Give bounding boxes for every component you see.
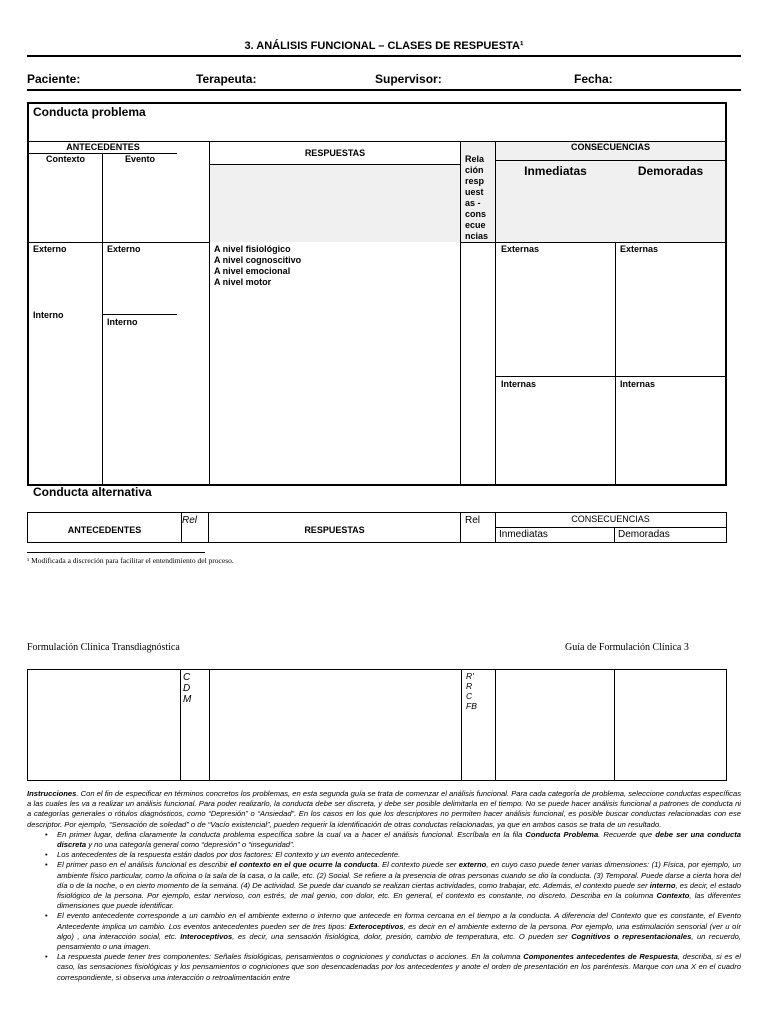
instruction-bullet-4: • El evento antecedente corresponde a un cambio en el ambiente externo o interno que antecede en forma cercana en el tiempo a la conducta. A diferencia del Contexto que es constante, el Evento Antecedente implica un cambio. Los eventos antecedentes pueden ser de tres tipos: Exteroceptivos, es decir en el ambiente externo de la persona. Por ejemplo, una estimulación sensorial (ver u oír algo) , una interacción social, etc. Interoceptivos, es decir, una sensación fisiológica, dolor, presión, cambio de temperatura, etc. O pueden ser Cognitivos o representacionales, un recuerdo, pensamiento o una imagen.	[57, 911, 741, 952]
t2-respuestas: RESPUESTAS	[304, 525, 365, 535]
t2-antecedentes: ANTECEDENTES	[67, 525, 142, 535]
footnote: ¹ Modificada a discreción para facilitar el entendimiento del proceso.	[27, 556, 234, 565]
t3-line-3	[461, 670, 462, 780]
evento-interno: Interno	[107, 317, 138, 327]
conducta-alternativa-label: Conducta alternativa	[33, 485, 152, 499]
instruction-bullet-3: • El primer paso en el análisis funcional es describir el contexto en el que ocurre la conducta. El contexto puede ser externo, en cuyo caso puede tener varias dimensiones: (1) Física, por ejemplo, un ambiente físico particular, como la oficina o la sala de la casa, o la calle, etc. (2) Social. Se refiere a la presencia de otras personas cuando se dio la conducta. (3) Temporal. Puede darse a cierta hora del día o de la noche, o en cierto momento de la semana. (4) De actividad. Se puede dar cuando se realizan ciertas actividades, como trabajar, etc. Además, el contexto puede ser interno, es decir, el estado fisiológico de la persona. Por ejemplo, estar nervioso, con estrés, de mal genio, con dolor, etc. En general, el contexto es constante, no discreto. Describa en la columna Contexto, las diferentes dimensiones que puede identificar.	[57, 860, 741, 911]
t2-rel-left: Rel	[182, 515, 198, 526]
t2-cons-divider	[495, 527, 726, 528]
t2-demoradas: Demoradas	[618, 529, 670, 540]
body-divider-right	[460, 242, 725, 243]
footnote-rule	[27, 552, 205, 553]
footer-right: Guía de Formulación Clínica 3	[565, 642, 689, 653]
contexto-externo: Externo	[33, 244, 67, 254]
header-rule	[27, 89, 741, 91]
page-title: 3. ANÁLISIS FUNCIONAL – CLASES DE RESPUESTA¹	[244, 40, 524, 52]
respuesta-niveles	[214, 244, 301, 288]
conducta-problema-table	[27, 102, 727, 486]
instruction-bullet-5: • La respuesta puede tener tres componentes: Señales fisiológicas, pensamientos o cogniciones y conductas o acciones. En la columna Componentes antecedentes de Respuesta, describa, si es el caso, las sensaciones fisiológicas y los pensamientos o cogniciones que son desencadenadas por los antecedentes y anote el orden de presentación en los paréntesis. Marque con una X en el cuadro correspondiente, si observa una interacción o retroalimentación entre	[57, 952, 741, 983]
internas-inmediatas: Internas	[501, 379, 537, 389]
externas-demoradas: Externas	[620, 244, 659, 254]
nivel-cognoscitivo: A nivel cognoscitivo	[214, 255, 302, 265]
instruction-bullet-1: • En primer lugar, defina claramente la conducta problema específica sobre la cual va a hacer el análisis funcional. Escríbala en la fila Conducta Problema. Recuerde que debe ser una conducta discreta y no una categoría general como “depresión” o “inseguridad”.	[57, 830, 741, 850]
conducta-alternativa-table	[27, 512, 727, 543]
fecha-label: Fecha:	[574, 72, 613, 86]
antecedentes-header: ANTECEDENTES	[66, 142, 140, 152]
cdm-labels: C D M	[183, 672, 192, 705]
terapeuta-label: Terapeuta:	[196, 72, 257, 86]
body-divider-left	[29, 242, 210, 243]
evento-externo: Externo	[107, 244, 141, 254]
instructions: Instrucciones. Con el fin de especificar en términos concretos los problemas, en esta segunda guía se trata de comenzar el análisis funcional. Para cada categoría de problema, seleccione conductas específicas a las cuales les va a realizar un análisis funcional. Para poder realizarlo, la conducta debe ser discreta, y debe ser posible delimitarla en el tiempo. No se puede hacer análisis funcional a patrones de conducta ni a categorías generales o rótulos diagnósticos, como “Depresión” o “Ansiedad”. En los casos en los que los descriptores no permiten hacer análisis funcional, es posible buscar conductas relacionadas con ese descriptor. Por ejemplo, “Sensación de soledad” o de “Vacío existencial”, pueden requerir la identificación de otras conductas relacionadas, ya que en ambos casos se trata de un resultado. • En primer lugar, defina claramente la conducta problema específica sobre la cual va a hacer el análisis funcional. Escríbala en la fila Conducta Problema. Recuerde que debe ser una conducta discreta y no una categoría general como “depresión” o “inseguridad”. • Los antecedentes de la respuesta están dados por dos factores: El contexto y un evento antecedente. • El primer paso en el análisis funcional es describir el contexto en el que ocurre la conducta. El contexto puede ser externo, en cuyo caso puede tener varias dimensiones: (1) Física, por ejemplo, un ambiente físico particular, como la oficina o la sala de la casa, o la calle, etc. (2) Social. Se refiere a la presencia de otras personas cuando se dio la conducta. (3) Temporal. Puede darse a cierta hora del día o de la noche, o en cierto momento de la semana. (4) De actividad. Se puede dar cuando se realizan ciertas actividades, como trabajar, etc. Además, el contexto puede ser interno, es decir, el estado fisiológico de la persona. Por ejemplo, estar nervioso, con estrés, de mal genio, con dolor, etc. En general, el contexto es constante, no discreto. Describa en la columna Contexto, las diferentes dimensiones que puede identificar. • El evento antecedente corresponde a un cambio en el ambiente externo o interno que antecede en forma cercana en el tiempo a la conducta. A diferencia del Contexto que es constante, el Evento Antecedente implica un cambio. Los eventos antecedentes pueden ser de tres tipos: Exteroceptivos, es decir en el ambiente externo de la persona. Por ejemplo, una estimulación sensorial (ver u oír algo) , una interacción social, etc. Interoceptivos, es decir, una sensación fisiológica, dolor, presión, cambio de temperatura, etc. O pueden ser Cognitivos o representacionales, un recuerdo, pensamiento o una imagen. • La respuesta puede tener tres componentes: Señales fisiológicas, pensamientos o cogniciones y conductas o acciones. En la columna Componentes antecedentes de Respuesta, describa, si es el caso, las sensaciones fisiológicas y los pensamientos o cogniciones que son desencadenadas por los antecedentes y anote el orden de presentación en los paréntesis. Marque con una X en el cuadro correspondiente, si observa una interacción o retroalimentación entre	[27, 789, 741, 983]
consecuencias-header: CONSECUENCIAS	[570, 142, 650, 152]
nivel-emocional: A nivel emocional	[214, 266, 291, 276]
conducta-problema-label: Conducta problema	[33, 105, 146, 119]
relacion-header: Rela ción resp uest as - cons ecue ncias	[465, 154, 489, 241]
title-rule	[27, 55, 741, 57]
contexto-interno: Interno	[33, 310, 64, 320]
inmediatas-header: Inmediatas	[524, 164, 587, 178]
t3-line-2	[209, 670, 210, 780]
col-line-contexto	[102, 153, 103, 486]
evento-divider	[103, 314, 177, 315]
nivel-motor: A nivel motor	[214, 277, 272, 287]
consecuencias-shade	[496, 142, 725, 242]
t2-line-3	[460, 513, 461, 542]
t2-line-5	[614, 528, 615, 542]
continuation-table	[27, 669, 727, 781]
footer-left: Formulación Clínica Transdiagnóstica	[27, 642, 180, 653]
t2-rel-right: Rel	[465, 515, 481, 526]
t3-line-1	[180, 670, 181, 780]
evento-header: Evento	[124, 154, 155, 164]
consecuencias-divider	[496, 376, 725, 377]
respuestas-shade	[210, 165, 460, 242]
paciente-label: Paciente:	[27, 72, 81, 86]
rrcfb-labels: R' R C FB	[466, 671, 477, 711]
t3-line-4	[495, 670, 496, 780]
t3-line-5	[614, 670, 615, 780]
consecuencias-underline	[496, 160, 725, 161]
supervisor-label: Supervisor:	[375, 72, 442, 86]
internas-demoradas: Internas	[620, 379, 656, 389]
t2-consecuencias: CONSECUENCIAS	[571, 514, 650, 524]
demoradas-header: Demoradas	[637, 164, 704, 178]
nivel-fisiologico: A nivel fisiológico	[214, 244, 291, 254]
externas-inmediatas: Externas	[501, 244, 540, 254]
respuestas-header: RESPUESTAS	[304, 148, 366, 158]
t2-inmediatas: Inmediatas	[499, 529, 548, 540]
instruction-bullet-2: • Los antecedentes de la respuesta están dados por dos factores: El contexto y un evento antecedente.	[57, 850, 741, 860]
contexto-header: Contexto	[46, 154, 85, 164]
